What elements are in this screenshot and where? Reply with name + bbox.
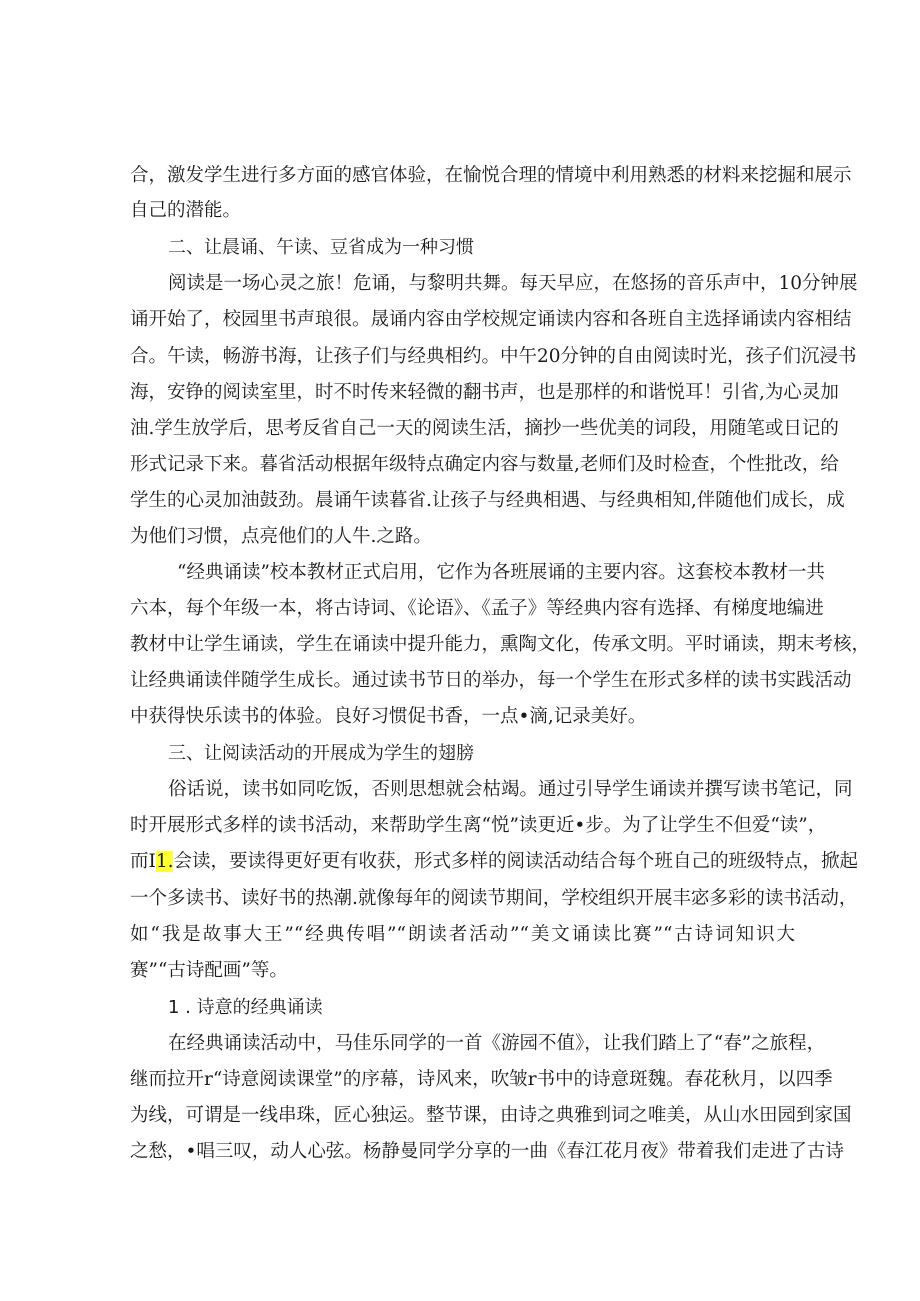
text-line: 海，安铮的阅读室里，时不时传来轻微的翻书声，也是那样的和谐悦耳！引省,为心灵加 bbox=[130, 382, 839, 403]
text-line: 六本，每个年级一本，将古诗词、《论语》、《孟子》等经典内容有选择、有梯度地编进 bbox=[130, 598, 824, 619]
text-line: 阅读是一场心灵之旅！危诵，与黎明共舞。每天早应，在悠扬的音乐声中，10分钟展 bbox=[168, 273, 858, 294]
text-line: 诵开始了，校园里书声琅很。晟诵内容由学校规定诵读内容和各班自主选择诵读内容相结 bbox=[130, 309, 852, 330]
stray-char: I bbox=[148, 851, 156, 872]
text-line: 学生的心灵加油鼓劲。晨诵午读暮省.让孩子与经典相遇、与经典相知,伴随他们成长，成 bbox=[130, 490, 845, 511]
text-line: 一个多读书、读好书的热潮.就像每年的阅读节期间，学校组织开展丰宓多彩的读书活动， bbox=[130, 888, 858, 909]
text-line: 为线，可谓是一线串珠，匠心独运。整节课，由诗之典雅到词之唯美，从山水田园到家国 bbox=[130, 1105, 852, 1126]
text-line: 俗话说，读书如同吃饭，否则思想就会枯竭。通过引导学生诵读并撰写读书笔记，同 bbox=[168, 779, 853, 800]
text-line: 合。午读，畅游书海，让孩子们与经典相约。中午20分钟的自由阅读时光，孩子们沉浸书 bbox=[130, 346, 857, 367]
text-line: 时开展形式多样的读书活动，来帮助学生离“悦”读更近•步。为了让学生不但爱“读”， bbox=[130, 815, 827, 836]
text-line: 合，激发学生进行多方面的感官体验，在愉悦合理的情境中利用熟悉的材料来挖掘和展示 bbox=[130, 165, 852, 186]
line-start: 而 bbox=[130, 851, 149, 872]
text-line: 为他们习惯，点亮他们的人牛.之路。 bbox=[130, 526, 432, 547]
text-line-rest: 会读，要读得更好更有收获，形式多样的阅读活动结合每个班自己的班级特点，掀起 bbox=[173, 851, 858, 872]
text-line: 如“我是故事大王”“经典传唱”“朗读者活动”“美文诵读比赛”“古诗词知识大 bbox=[130, 924, 795, 945]
text-line: 在经典诵读活动中，马佳乐同学的一首《游园不值》，让我们踏上了“春”之旅程， bbox=[168, 1033, 826, 1054]
text-line: 自己的潜能。 bbox=[130, 200, 242, 221]
subsection-heading: 1 . 诗意的经典诵读 bbox=[168, 997, 323, 1018]
text-line: 中获得快乐读书的体验。良好习惯促书香，一点•滴,记录美好。 bbox=[130, 706, 647, 727]
highlight-mark: 1. bbox=[155, 851, 174, 872]
text-line: 形式记录下来。暮省活动根据年级特点确定内容与数量,老师们及时检查，个性批改，给 bbox=[130, 454, 839, 475]
text-line: 油.学生放学后，思考反省自己一天的阅读生活，摘抄一些优美的词段，用随笔或日记的 bbox=[130, 418, 839, 439]
text-line: 赛”“古诗配画”等。 bbox=[130, 960, 288, 981]
text-line: “经典诵读”校本教材正式启用，它作为各班展诵的主要内容。这套校本教材一共 bbox=[177, 562, 825, 583]
section-heading: 三、让阅读活动的开展成为学生的翅膀 bbox=[168, 743, 474, 764]
text-line: 让经典诵读伴随学生成长。通过读书节日的举办，每一个学生在形式多样的读书实践活动 bbox=[130, 670, 852, 691]
text-line: 之愁，•唱三叹，动人心弦。杨静曼同学分享的一曲《春江花月夜》带着我们走进了古诗 bbox=[130, 1141, 844, 1162]
text-line bbox=[130, 850, 858, 874]
section-heading: 二、让晨诵、午读、豆省成为一种习惯 bbox=[168, 237, 474, 258]
text-line: 教材中让学生诵读，学生在诵读中提升能力，熏陶文化，传承文明。平时诵读，期末考核， bbox=[130, 634, 871, 655]
text-line: 继而拉开r“诗意阅读课堂”的序幕，诗风来，吹皱r书中的诗意斑魏。春花秋月，以四季 bbox=[130, 1069, 833, 1090]
